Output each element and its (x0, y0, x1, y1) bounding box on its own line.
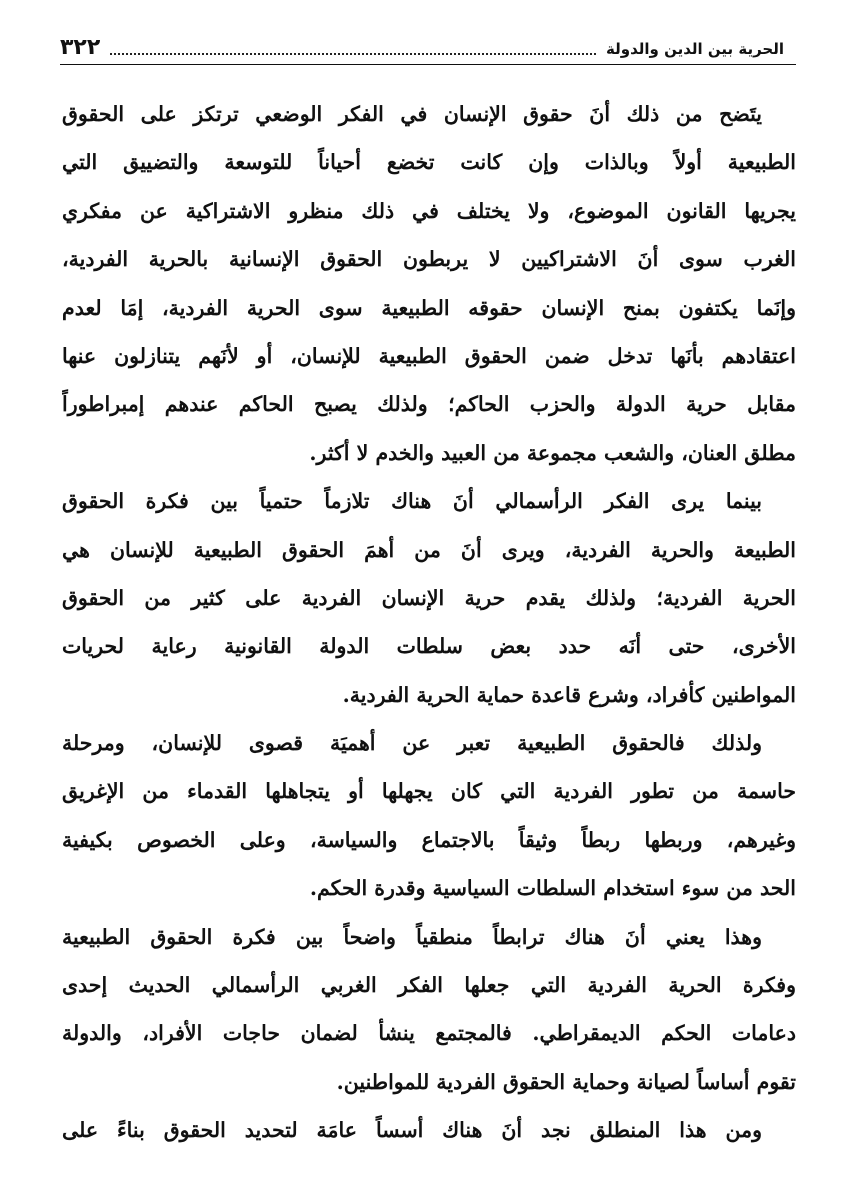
header-dotted-leader (110, 53, 596, 55)
paragraph-3-line-3: وغيرهم، وربطها ربطاً وثيقاً بالاجتماع والسياسة، وعلى الخصوص بكيفية (62, 827, 796, 852)
paragraph-1-line-3: يجريها القانون الموضوع، ولا يختلف في ذلك منظرو الاشتراكية عن مفكري (62, 198, 796, 223)
paragraph-4-line-2: وفكرة الحرية الفردية التي جعلها الفكر الغربي الرأسمالي الحديث إحدى (62, 973, 796, 998)
paragraph-5-line-1: ومن هذا المنطلق نجد أنَ هناك أسساً عامَة لتحديد الحقوق بناءً على (62, 1118, 762, 1143)
paragraph-1-line-1: يتَضح من ذلك أنَ حقوق الإنسان في الفكر الوضعي ترتكز على الحقوق (62, 102, 762, 126)
paragraph-2-line-3: الحرية الفردية؛ ولذلك يقدم حرية الإنسان الفردية على كثير من الحقوق (62, 585, 796, 610)
paragraph-3-line-4: الحد من سوء استخدام السلطات السياسية وقدرة الحكم. (309, 876, 796, 901)
running-title: الحرية بين الدين والدولة (606, 40, 784, 58)
header-title-group (100, 36, 784, 64)
page-number: ٣٢٢ (60, 35, 101, 60)
paragraph-2-line-1: بينما يرى الفكر الرأسمالي أنَ هناك تلازماً حتمياً بين فكرة الحقوق (62, 489, 762, 514)
paragraph-1-line-6: اعتقادهم بأنَها تدخل ضمن الحقوق الطبيعية للإنسان، أو لأنَهم يتنازلون عنها (62, 343, 796, 368)
running-header (60, 30, 796, 65)
paragraph-3-line-1: ولذلك فالحقوق الطبيعية تعبر عن أهميَة قصوى للإنسان، ومرحلة (62, 731, 762, 756)
body-text (62, 90, 796, 1155)
paragraph-2-line-4: الأخرى، حتى أنَه حدد بعض سلطات الدولة القانونية رعاية لحريات (62, 634, 796, 659)
paragraph-1-line-8: مطلق العنان، والشعب مجموعة من العبيد والخدم لا أكثر. (309, 440, 796, 465)
paragraph-3-line-2: حاسمة من تطور الفردية التي كان يجهلها أو يتجاهلها القدماء من الإغريق (62, 779, 796, 804)
paragraph-1-line-5: وإنَما يكتفون بمنح الإنسان حقوقه الطبيعية سوى الحرية الفردية، إمَا لعدم (62, 295, 796, 320)
paragraph-4-line-3: دعامات الحكم الديمقراطي. فالمجتمع ينشأ لضمان حاجات الأفراد، والدولة (62, 1021, 796, 1046)
paragraph-1-line-7: مقابل حرية الدولة والحزب الحاكم؛ ولذلك يصبح الحاكم عندهم إمبراطوراً (62, 392, 796, 417)
paragraph-1-line-4: الغرب سوى أنَ الاشتراكيين لا يربطون الحقوق الإنسانية بالحرية الفردية، (62, 247, 796, 272)
paragraph-1-line-2: الطبيعية أولاً وبالذات وإن كانت تخضع أحياناً للتوسعة والتضييق التي (62, 150, 796, 175)
paragraph-2-line-5: المواطنين كأفراد، وشرع قاعدة حماية الحرية الفردية. (342, 682, 796, 707)
paragraph-2-line-2: الطبيعة والحرية الفردية، ويرى أنَ من أهمَ الحقوق الطبيعية للإنسان هي (62, 537, 796, 562)
paragraph-4-line-4: تقوم أساساً لصيانة وحماية الحقوق الفردية للمواطنين. (336, 1069, 796, 1094)
paragraph-4-line-1: وهذا يعني أنَ هناك ترابطاً منطقياً واضحاً بين فكرة الحقوق الطبيعية (62, 924, 762, 949)
